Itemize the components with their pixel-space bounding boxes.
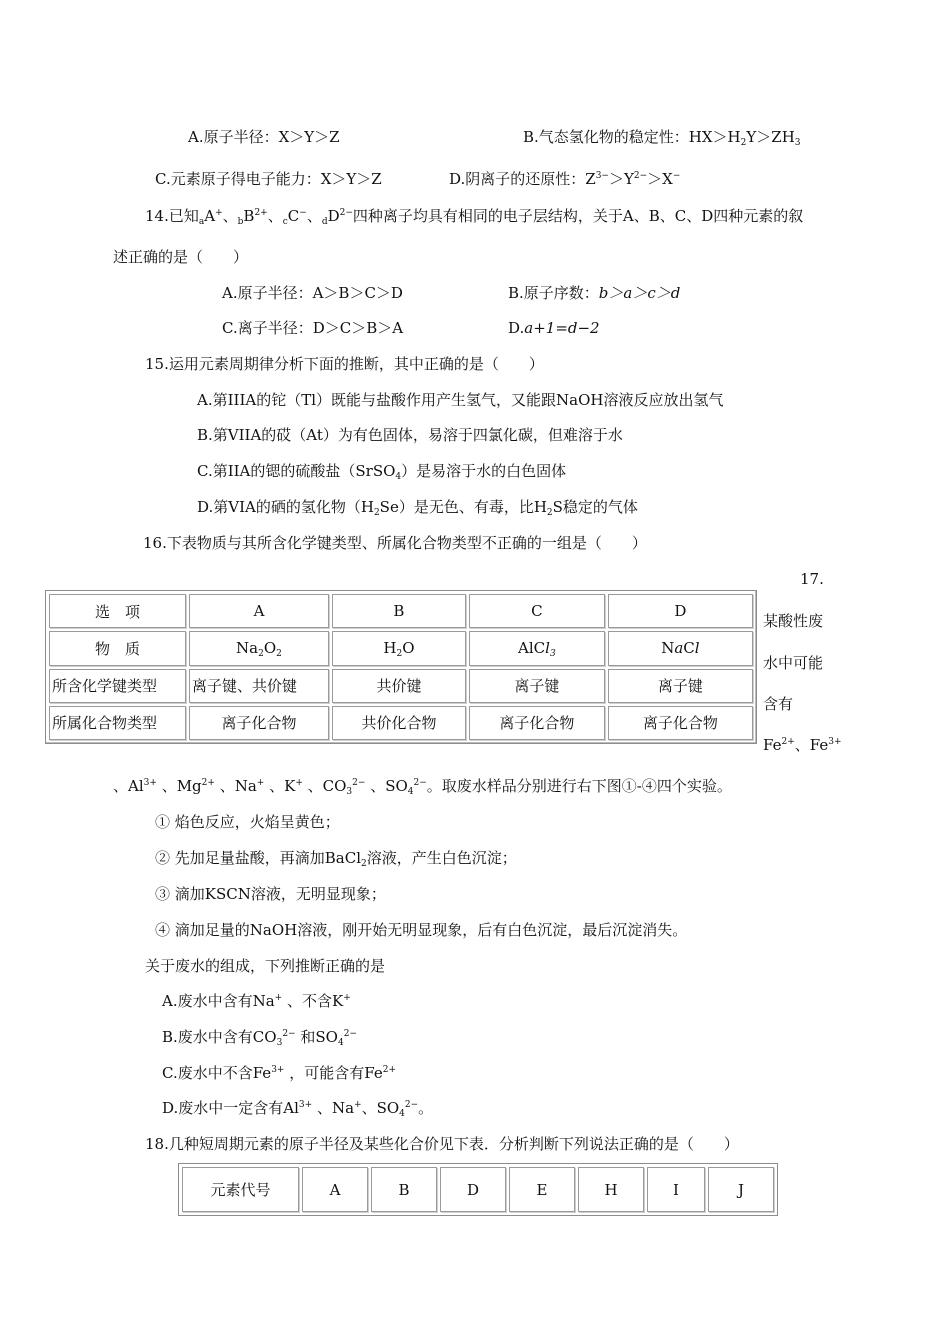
table-cell: NaCl <box>608 631 753 665</box>
q13-option-d: D.阴离子的还原性：$Z^{3-}>Y^{2-}>X^-$ <box>449 170 681 188</box>
q17-ions-line: 、$Al^{3+}$ 、$Mg^{2+}$ 、Na+ 、K+ 、$CO_3^{2-}$ 、$SO_4^{2-}$。取废水样品分别进行右下图①-④四个实验。 <box>113 777 732 797</box>
q14-option-d: D.a+1=d−2 <box>508 319 600 337</box>
table-cell: 共价化合物 <box>332 706 466 740</box>
q15-option-c: C.第IIA的锶的硫酸盐（SrSO$_4$）是易溶于水的白色固体 <box>197 462 567 482</box>
q15-stem: 15.运用元素周期律分析下面的推断，其中正确的是（ ） <box>145 355 544 373</box>
q17-number: 17. <box>800 570 824 588</box>
table-header-cell: D <box>608 594 753 628</box>
table-header-cell: H <box>578 1167 644 1212</box>
q14-stem: 14.已知$_a$A+、$_bB^{2+}$、$_c$C−、$_dD^{2-}$四种离子均具有相同的电子层结构，关于A、B、C、D四种元素的叙 <box>145 207 804 227</box>
table-cell: 离子键 <box>469 669 605 703</box>
q17-side-ions: $Fe^{2+}$、$Fe^{3+}$ <box>763 736 842 754</box>
table-header-cell: I <box>647 1167 705 1212</box>
table-cell: 共价键 <box>332 669 466 703</box>
table-cell: 所含化学键类型 <box>49 669 186 703</box>
q13-option-c: C.元素原子得电子能力：X＞Y＞Z <box>155 170 382 188</box>
table-cell: $H_2O$ <box>332 631 466 665</box>
q15-option-b: B.第VIIA的砹（At）为有色固体，易溶于四氯化碳，但难溶于水 <box>197 426 623 444</box>
table-row <box>182 1167 774 1212</box>
q17-option-a: A.废水中含有Na+ 、不含K+ <box>162 992 351 1010</box>
table-header-cell: E <box>509 1167 575 1212</box>
table-header-cell: A <box>302 1167 368 1212</box>
table-header-cell: B <box>371 1167 437 1212</box>
q17-option-b: B.废水中含有$CO_3^{2-}$ 和$SO_4^{2-}$ <box>162 1028 357 1048</box>
q17-side-text: 含有 <box>763 695 794 713</box>
table-header-cell: D <box>440 1167 506 1212</box>
table-header-cell: 元素代号 <box>182 1167 299 1212</box>
q14-option-c: C.离子半径：D＞C＞B＞A <box>222 319 404 337</box>
q16-stem: 16.下表物质与其所含化学键类型、所属化合物类型不正确的一组是（ ） <box>143 534 647 552</box>
q16-table <box>45 590 757 744</box>
q13-option-a: A.原子半径：X＞Y＞Z <box>188 128 340 146</box>
q17-side-text: 某酸性废 <box>763 612 824 630</box>
table-row <box>49 594 753 628</box>
table-cell: 离子键 <box>608 669 753 703</box>
q14-option-a: A.原子半径：A＞B＞C＞D <box>222 284 403 302</box>
q17-experiment-3: ③ 滴加KSCN溶液，无明显现象； <box>155 885 386 903</box>
table-cell: $Na_2O_2$ <box>189 631 329 665</box>
q18-stem: 18.几种短周期元素的原子半径及某些化合价见下表．分析判断下列说法正确的是（ ） <box>145 1135 739 1153</box>
q14-stem-cont: 述正确的是（ ） <box>113 248 249 266</box>
q17-question: 关于废水的组成，下列推断正确的是 <box>145 957 386 975</box>
q17-side-text: 水中可能 <box>763 654 824 672</box>
table-cell: AlCl$_3$ <box>469 631 605 665</box>
table-header-cell: B <box>332 594 466 628</box>
table-header-cell: 选 项 <box>49 594 186 628</box>
table-row <box>49 669 753 703</box>
q17-experiment-4: ④ 滴加足量的NaOH溶液，刚开始无明显现象，后有白色沉淀，最后沉淀消失。 <box>155 921 688 939</box>
table-cell: 物 质 <box>49 631 186 665</box>
table-header-cell: A <box>189 594 329 628</box>
table-row <box>49 631 753 665</box>
q13-option-b: B.气态氢化物的稳定性：$HX>H_2Y>ZH_3$ <box>523 128 801 148</box>
table-header-cell: C <box>469 594 605 628</box>
q17-option-c: C.废水中不含$Fe^{3+}$ ，可能含有$Fe^{2+}$ <box>162 1064 396 1082</box>
q15-option-d: D.第VIA的硒的氢化物$(H_2Se)$是无色、有毒，比$H_2S$稳定的气体 <box>197 498 638 518</box>
q17-option-d: D.废水中一定含有$Al^{3+}$ 、Na+、$SO_4^{2-}$。 <box>162 1099 434 1119</box>
table-cell: 离子键、共价键 <box>189 669 329 703</box>
table-cell: 离子化合物 <box>469 706 605 740</box>
q17-experiment-2: ② 先加足量盐酸，再滴加BaCl$_2$溶液，产生白色沉淀； <box>155 849 517 869</box>
table-cell: 离子化合物 <box>189 706 329 740</box>
q18-table <box>178 1163 778 1216</box>
table-cell: 离子化合物 <box>608 706 753 740</box>
table-header-cell: J <box>708 1167 774 1212</box>
q17-experiment-1: ① 焰色反应，火焰呈黄色； <box>155 813 340 831</box>
q15-option-a: A.第IIIA的铊（Tl）既能与盐酸作用产生氢气，又能跟NaOH溶液反应放出氢气 <box>197 391 724 409</box>
q14-option-b: B.原子序数：b＞a＞c＞d <box>508 284 681 302</box>
table-cell: 所属化合物类型 <box>49 706 186 740</box>
table-row <box>49 706 753 740</box>
